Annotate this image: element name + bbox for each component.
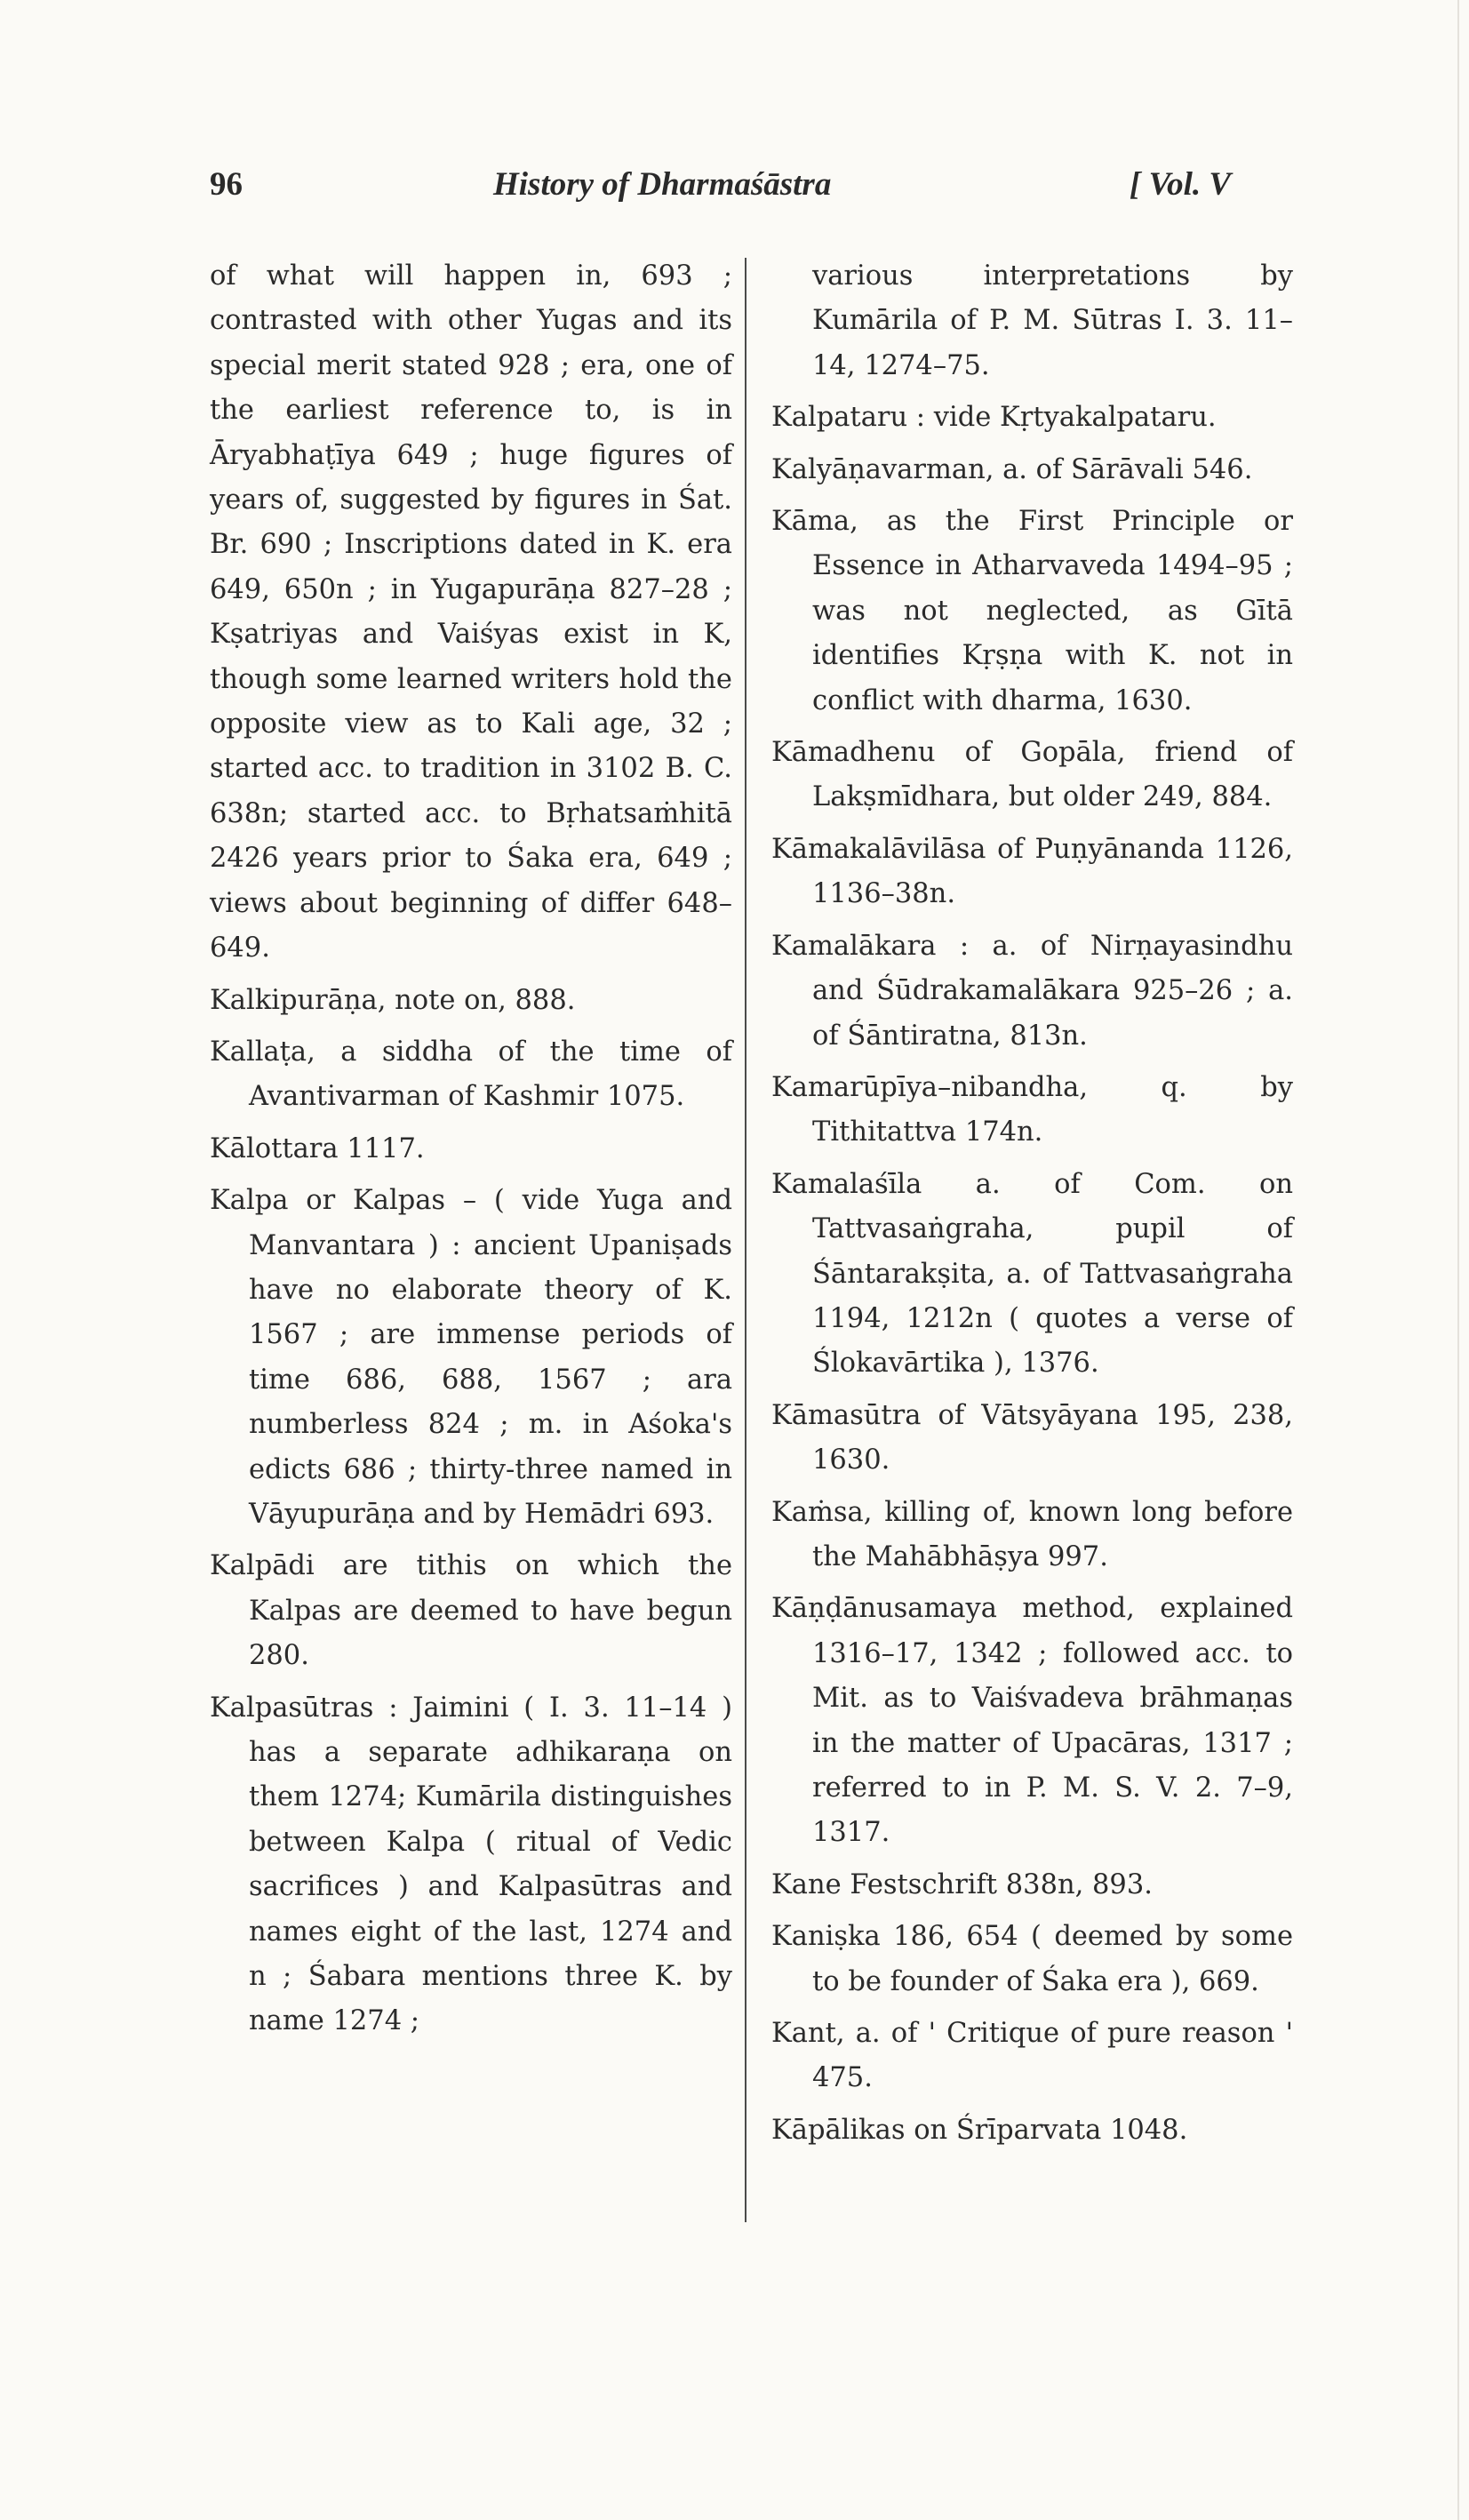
index-entry: Kāma, as the First Principle or Essence in Atharvaveda 1494–95 ; was not neglected, as Gītā identifies Kṛṣṇa with K. not in conflict with dharma, 1630. — [771, 506, 1293, 716]
index-entry: Kāmadhenu of Gopāla, friend of Lakṣmīdhara, but older 249, 884. — [771, 737, 1293, 813]
page-header — [0, 156, 1469, 210]
running-title: History of Dharmaśāstra — [493, 166, 832, 203]
index-entry: Kant, a. of ' Critique of pure reason ' 475. — [771, 2018, 1293, 2094]
index-entry: Kāmasūtra of Vātsyāyana 195, 238, 1630. — [771, 1399, 1293, 1476]
index-entry: Kalyāṇavarman, a. of Sārāvali 546. — [771, 453, 1253, 485]
index-entry: Kaṁsa, killing of, known long before the Mahābhāṣya 997. — [771, 1496, 1293, 1572]
index-entry: Kāpālikas on Śrīparvata 1048. — [771, 2114, 1188, 2146]
index-entry: various interpretations by Kumārila of P. M. Sūtras I. 3. 11–14, 1274–75. — [812, 260, 1293, 381]
index-entry: Kalpādi are tithis on which the Kalpas are deemed to have begun 280. — [210, 1550, 732, 1672]
index-entry: Kāmakalāvilāsa of Puṇyānanda 1126, 1136–38n. — [771, 833, 1293, 910]
index-entry: Kalpa or Kalpas – ( vide Yuga and Manvantara ) : ancient Upaniṣads have no elaborate theory of K. 1567 ; are immense periods of time 686, 688, 1567 ; ara numberless 824 ; m. in Aśoka's edicts 686 ; thirty-three named in Vāyupurāṇa and by Hemādri 693. — [210, 1185, 732, 1530]
page-number: 96 — [210, 166, 243, 203]
page-edge-mark — [1457, 0, 1459, 2520]
index-entry: Kamalākara : a. of Nirṇayasindhu and Śūdrakamalākara 925–26 ; a. of Śāntiratna, 813n. — [771, 930, 1293, 1052]
left-column — [210, 254, 732, 2052]
index-entry: Kaniṣka 186, 654 ( deemed by some to be founder of Śaka era ), 669. — [771, 1921, 1293, 1997]
index-entry: Kane Festschrift 838n, 893. — [771, 1868, 1153, 1900]
index-entry: Kalkipurāṇa, note on, 888. — [210, 984, 576, 1016]
index-entry: of what will happen in, 693 ; contrasted with other Yugas and its special merit stated 928 ; era, one of the earliest reference to, is in Āryabhaṭīya 649 ; huge figures of years of, suggested by figures in Śat. Br. 690 ; Inscriptions dated in K. era 649, 650n ; in Yugapurāṇa 827–28 ; Kṣatriyas and Vaiśyas exist in K, though some learned writers hold the opposite view as to Kali age, 32 ; started acc. to tradition in 3102 B. C. 638n; started acc. to Bṛhatsaṁhitā 2426 years prior to Śaka era, 649 ; views about beginning of differ 648–649. — [210, 260, 732, 964]
index-entry: Kalpasūtras : Jaimini ( I. 3. 11–14 ) has a separate adhikaraṇa on them 1274; Kumārila distinguishes between Kalpa ( ritual of Vedic sacrifices ) and Kalpasūtras and names eight of the last, 1274 and n ; Śabara mentions three K. by name 1274 ; — [210, 1692, 732, 2037]
index-entry: Kamalaśīla a. of Com. on Tattvasaṅgraha, pupil of Śāntarakṣita, a. of Tattvasaṅgraha 1194, 1212n ( quotes a verse of Ślokavārtika ), 1376. — [771, 1168, 1293, 1380]
index-entry: Kallaṭa, a siddha of the time of Avantivarman of Kashmir 1075. — [210, 1036, 732, 1113]
right-column — [771, 254, 1293, 2160]
index-entry: Kalpataru : vide Kṛtyakalpataru. — [771, 402, 1217, 434]
index-entry: Kamarūpīya–nibandha, q. by Tithitattva 174n. — [771, 1071, 1293, 1148]
index-entry: Kāṇḍānusamaya method, explained 1316–17, 1342 ; followed acc. to Mit. as to Vaiśvadeva brāhmaṇas in the matter of Upacāras, 1317 ; referred to in P. M. S. V. 2. 7–9, 1317. — [771, 1593, 1293, 1849]
column-divider — [745, 258, 746, 2222]
volume-label: [ Vol. V — [1130, 166, 1232, 203]
index-entry: Kālottara 1117. — [210, 1132, 425, 1164]
